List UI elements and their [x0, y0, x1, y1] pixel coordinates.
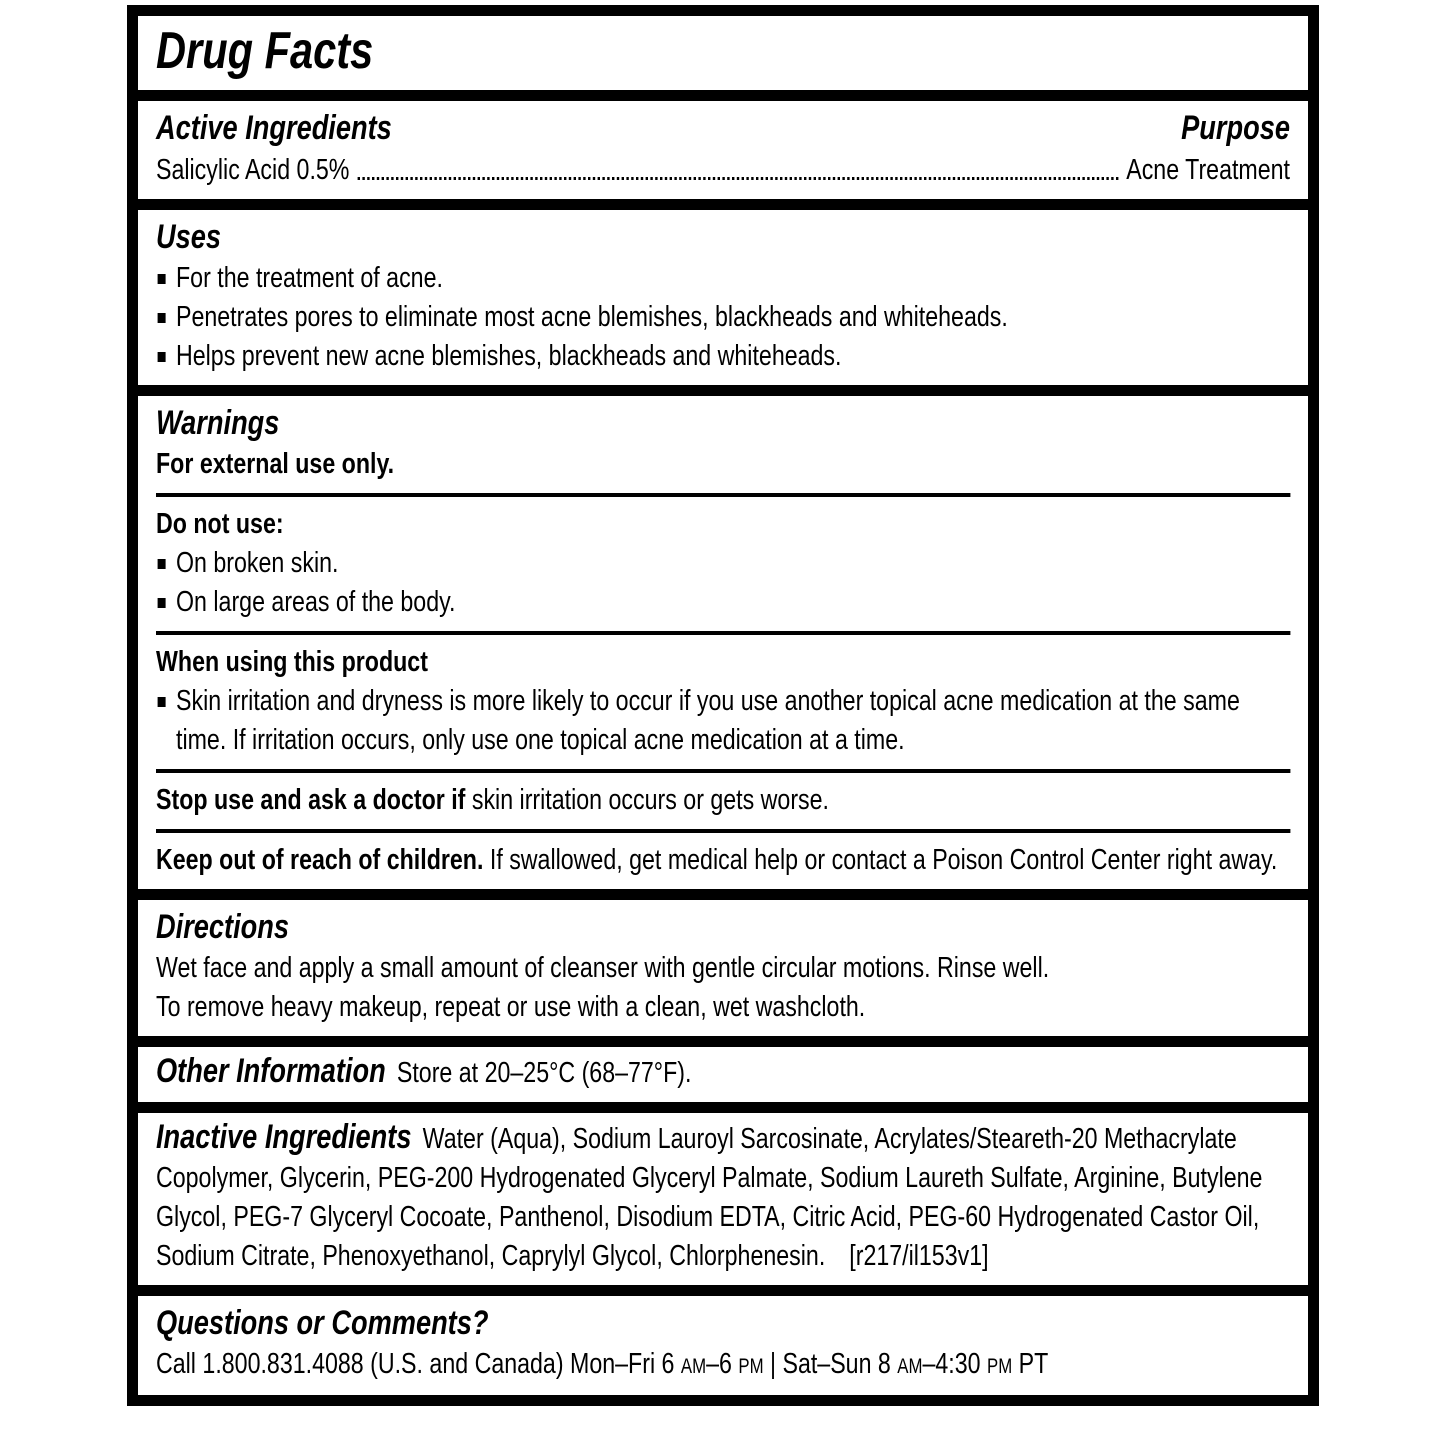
square-bullet-icon	[157, 559, 165, 569]
list-item	[156, 259, 1290, 298]
call-text: | Sat–Sun 8	[763, 1348, 897, 1380]
call-text: PT	[1011, 1348, 1048, 1380]
bullet-text: Helps prevent new acne blemishes, blackheads and whiteheads.	[175, 340, 841, 372]
divider	[156, 631, 1290, 635]
active-ingredients-heading: Active Ingredients	[155, 109, 392, 147]
inactive-ingredients-heading: Inactive Ingredients	[155, 1118, 411, 1156]
stop-use-rest: skin irritation occurs or gets worse.	[464, 784, 829, 816]
section-uses	[138, 210, 1308, 385]
stop-use-bold: Stop use and ask a doctor if	[155, 784, 465, 816]
bullet-text: For the treatment of acne.	[175, 262, 443, 294]
bullet-text: Penetrates pores to eliminate most acne blemishes, blackheads and whiteheads.	[175, 301, 1008, 333]
directions-line: To remove heavy makeup, repeat or use with a clean, wet washcloth.	[155, 991, 865, 1023]
divider	[156, 493, 1290, 497]
call-text: –6	[705, 1348, 738, 1380]
dotted-leader	[357, 177, 1118, 180]
section-directions	[138, 900, 1308, 1036]
list-item	[156, 337, 1290, 376]
active-ingredient-purpose: Acne Treatment	[1125, 154, 1290, 186]
external-use-text: For external use only.	[155, 448, 394, 480]
section-other-information	[138, 1047, 1308, 1102]
call-text: Call 1.800.831.4088 (U.S. and Canada) Mon–Fri 6	[155, 1348, 681, 1380]
page-title: Drug Facts	[155, 22, 373, 80]
pm-small-caps: PM	[737, 1355, 764, 1378]
section-title	[138, 16, 1308, 90]
divider	[156, 769, 1290, 773]
directions-heading: Directions	[155, 908, 289, 946]
keep-out-text	[156, 841, 1290, 880]
active-ingredients-header-row	[156, 106, 1290, 150]
inactive-ingredients-paragraph	[156, 1118, 1290, 1276]
keep-out-rest: If swallowed, get medical help or contact a Poison Control Center right away.	[482, 844, 1277, 876]
questions-heading: Questions or Comments?	[155, 1304, 488, 1342]
list-item	[156, 682, 1290, 760]
directions-line: Wet face and apply a small amount of cleanser with gentle circular motions. Rinse well.	[155, 952, 1049, 984]
divider	[156, 829, 1290, 833]
drug-facts-label	[127, 5, 1319, 1406]
bullet-text: Skin irritation and dryness is more likely to occur if you use another topical acne medication at the same time. If irritation occurs, only use one topical acne medication at a time.	[175, 685, 1240, 756]
square-bullet-icon	[157, 697, 165, 707]
square-bullet-icon	[157, 352, 165, 362]
active-ingredient-name: Salicylic Acid 0.5%	[155, 154, 349, 186]
stop-use-text	[156, 781, 1290, 820]
square-bullet-icon	[157, 598, 165, 608]
square-bullet-icon	[157, 274, 165, 284]
other-information-text: Store at 20–25°C (68–77°F).	[396, 1057, 691, 1089]
active-ingredient-row	[156, 150, 1290, 190]
other-information-row	[156, 1052, 1290, 1093]
am-small-caps: AM	[680, 1355, 706, 1378]
purpose-heading: Purpose	[1180, 109, 1290, 147]
bullet-text: On broken skin.	[175, 547, 338, 579]
section-active-ingredients	[138, 101, 1308, 199]
call-text: –4:30	[921, 1348, 987, 1380]
keep-out-bold: Keep out of reach of children.	[155, 844, 483, 876]
section-inactive-ingredients	[138, 1113, 1308, 1285]
uses-heading: Uses	[155, 218, 221, 256]
when-using-heading: When using this product	[155, 646, 428, 678]
bullet-text: On large areas of the body.	[175, 586, 455, 618]
list-item	[156, 583, 1290, 622]
label-revision-code: [r217/il153v1]	[848, 1240, 989, 1272]
square-bullet-icon	[157, 313, 165, 323]
list-item	[156, 544, 1290, 583]
other-information-heading: Other Information	[155, 1052, 386, 1090]
questions-call-line	[156, 1345, 1290, 1386]
list-item	[156, 298, 1290, 337]
am-small-caps: AM	[896, 1355, 922, 1378]
section-warnings	[138, 396, 1308, 889]
section-questions	[138, 1296, 1308, 1395]
warnings-heading: Warnings	[155, 404, 279, 442]
do-not-use-heading: Do not use:	[155, 508, 284, 540]
pm-small-caps: PM	[986, 1355, 1012, 1378]
inactive-ingredients-text: Water (Aqua), Sodium Lauroyl Sarcosinate, Acrylates/Steareth-20 Methacrylate Copolymer, Glycerin, PEG-200 Hydrogenated Glyceryl Palmate, Sodium Laureth Sulfate, Arginine, Butylene Glycol, PEG-7 Glyceryl Cocoate, Panthenol, Disodium EDTA, Citric Acid, PEG-60 Hydrogenated Castor Oil, Sodium Citrate, Phenoxyethanol, Caprylyl Glycol, Chlorphenesin.	[155, 1123, 1262, 1272]
